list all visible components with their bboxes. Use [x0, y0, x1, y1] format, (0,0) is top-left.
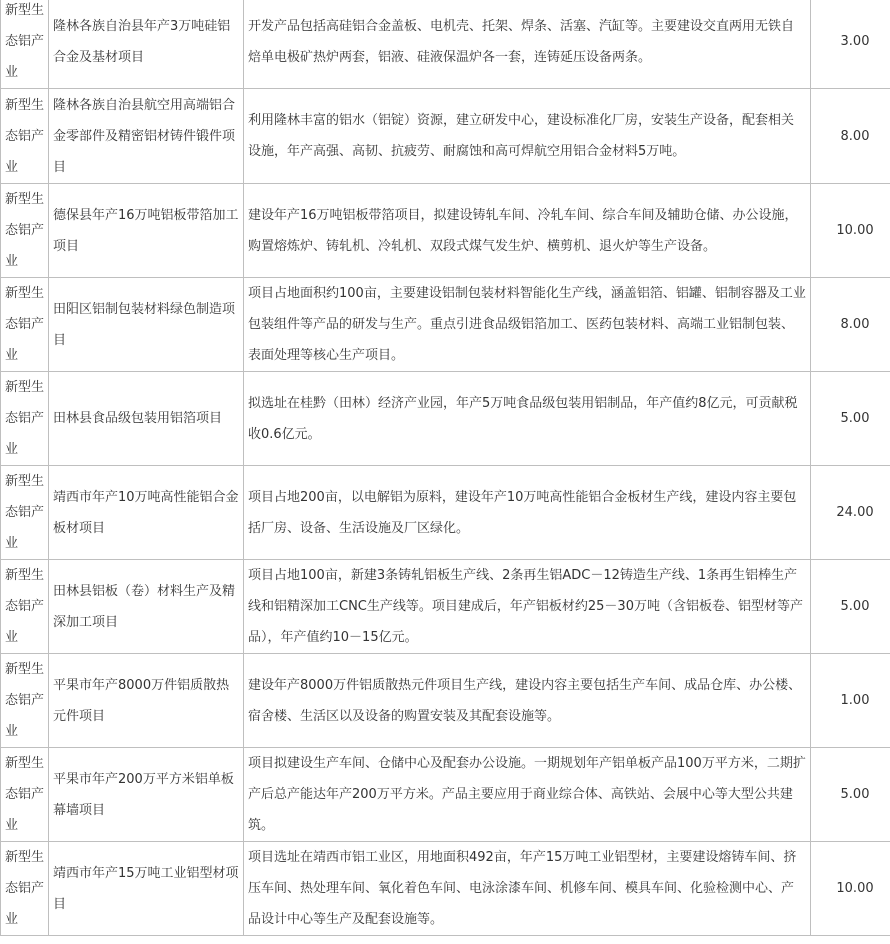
category-cell: 新型生态铝产业: [1, 184, 49, 278]
investment-amount-cell: 8.00: [811, 89, 890, 184]
category-cell: 新型生态铝产业: [1, 89, 49, 184]
project-description-cell: 利用隆林丰富的铝水（铝锭）资源，建立研发中心，建设标准化厂房，安装生产设备，配套相关设施，年产高强、高韧、抗疲劳、耐腐蚀和高可焊航空用铝合金材料5万吨。: [244, 89, 811, 184]
project-name-cell: 隆林各族自治县年产3万吨硅铝合金及基材项目: [49, 0, 244, 89]
table-row: [1, 278, 890, 372]
category-cell: 新型生态铝产业: [1, 372, 49, 466]
project-name-cell: 田林县铝板（卷）材料生产及精深加工项目: [49, 560, 244, 654]
category-cell: 新型生态铝产业: [1, 466, 49, 560]
table-row: [1, 654, 890, 748]
investment-amount-cell: 5.00: [811, 748, 890, 842]
category-cell: 新型生态铝产业: [1, 748, 49, 842]
table-row: [1, 466, 890, 560]
category-cell: 新型生态铝产业: [1, 654, 49, 748]
table-row: [1, 372, 890, 466]
project-description-cell: 项目占地100亩，新建3条铸轧铝板生产线、2条再生铝ADC－12铸造生产线、1条再生铝棒生产线和铝精深加工CNC生产线等。项目建成后，年产铝板材约25－30万吨（含铝板卷、铝型材等产品），年产值约10－15亿元。: [244, 560, 811, 654]
investment-amount-cell: 10.00: [811, 184, 890, 278]
investment-amount-cell: 10.00: [811, 842, 890, 936]
project-name-cell: 靖西市年产10万吨高性能铝合金板材项目: [49, 466, 244, 560]
table-row: [1, 89, 890, 184]
table-row: [1, 748, 890, 842]
table-row: [1, 0, 890, 89]
category-cell: 新型生态铝产业: [1, 560, 49, 654]
project-description-cell: 项目占地200亩，以电解铝为原料，建设年产10万吨高性能铝合金板材生产线，建设内容主要包括厂房、设备、生活设施及厂区绿化。: [244, 466, 811, 560]
project-name-cell: 德保县年产16万吨铝板带箔加工项目: [49, 184, 244, 278]
investment-amount-cell: 5.00: [811, 372, 890, 466]
investment-amount-cell: 1.00: [811, 654, 890, 748]
project-description-cell: 建设年产16万吨铝板带箔项目，拟建设铸轧车间、冷轧车间、综合车间及辅助仓储、办公设施，购置熔炼炉、铸轧机、冷轧机、双段式煤气发生炉、横剪机、退火炉等生产设备。: [244, 184, 811, 278]
project-name-cell: 平果市年产8000万件铝质散热元件项目: [49, 654, 244, 748]
category-cell: 新型生态铝产业: [1, 842, 49, 936]
category-cell: 新型生态铝产业: [1, 0, 49, 89]
investment-amount-cell: 24.00: [811, 466, 890, 560]
table-row: [1, 184, 890, 278]
investment-amount-cell: 8.00: [811, 278, 890, 372]
project-name-cell: 靖西市年产15万吨工业铝型材项目: [49, 842, 244, 936]
category-cell: 新型生态铝产业: [1, 278, 49, 372]
project-name-cell: 隆林各族自治县航空用高端铝合金零部件及精密铝材铸件锻件项目: [49, 89, 244, 184]
table-row: [1, 842, 890, 936]
project-description-cell: 项目选址在靖西市铝工业区，用地面积492亩，年产15万吨工业铝型材，主要建设熔铸车间、挤压车间、热处理车间、氧化着色车间、电泳涂漆车间、机修车间、模具车间、化验检测中心、产品设计中心等生产及配套设施等。: [244, 842, 811, 936]
table-row: [1, 560, 890, 654]
project-description-cell: 建设年产8000万件铝质散热元件项目生产线，建设内容主要包括生产车间、成品仓库、办公楼、宿舍楼、生活区以及设备的购置安装及其配套设施等。: [244, 654, 811, 748]
investment-amount-cell: 5.00: [811, 560, 890, 654]
project-name-cell: 平果市年产200万平方米铝单板幕墙项目: [49, 748, 244, 842]
project-description-cell: 项目占地面积约100亩，主要建设铝制包装材料智能化生产线，涵盖铝箔、铝罐、铝制容器及工业包装组件等产品的研发与生产。重点引进食品级铝箔加工、医药包装材料、高端工业铝制包装、表面处理等核心生产项目。: [244, 278, 811, 372]
project-description-cell: 开发产品包括高硅铝合金盖板、电机壳、托架、焊条、活塞、汽缸等。主要建设交直两用无铁自焙单电极矿热炉两套，铝液、硅液保温炉各一套，连铸延压设备两条。: [244, 0, 811, 89]
project-description-cell: 项目拟建设生产车间、仓储中心及配套办公设施。一期规划年产铝单板产品100万平方米，二期扩产后总产能达年产200万平方米。产品主要应用于商业综合体、高铁站、会展中心等大型公共建筑。: [244, 748, 811, 842]
investment-amount-cell: 3.00: [811, 0, 890, 89]
project-description-cell: 拟选址在桂黔（田林）经济产业园，年产5万吨食品级包装用铝制品，年产值约8亿元，可贡献税收0.6亿元。: [244, 372, 811, 466]
project-name-cell: 田阳区铝制包装材料绿色制造项目: [49, 278, 244, 372]
project-name-cell: 田林县食品级包装用铝箔项目: [49, 372, 244, 466]
